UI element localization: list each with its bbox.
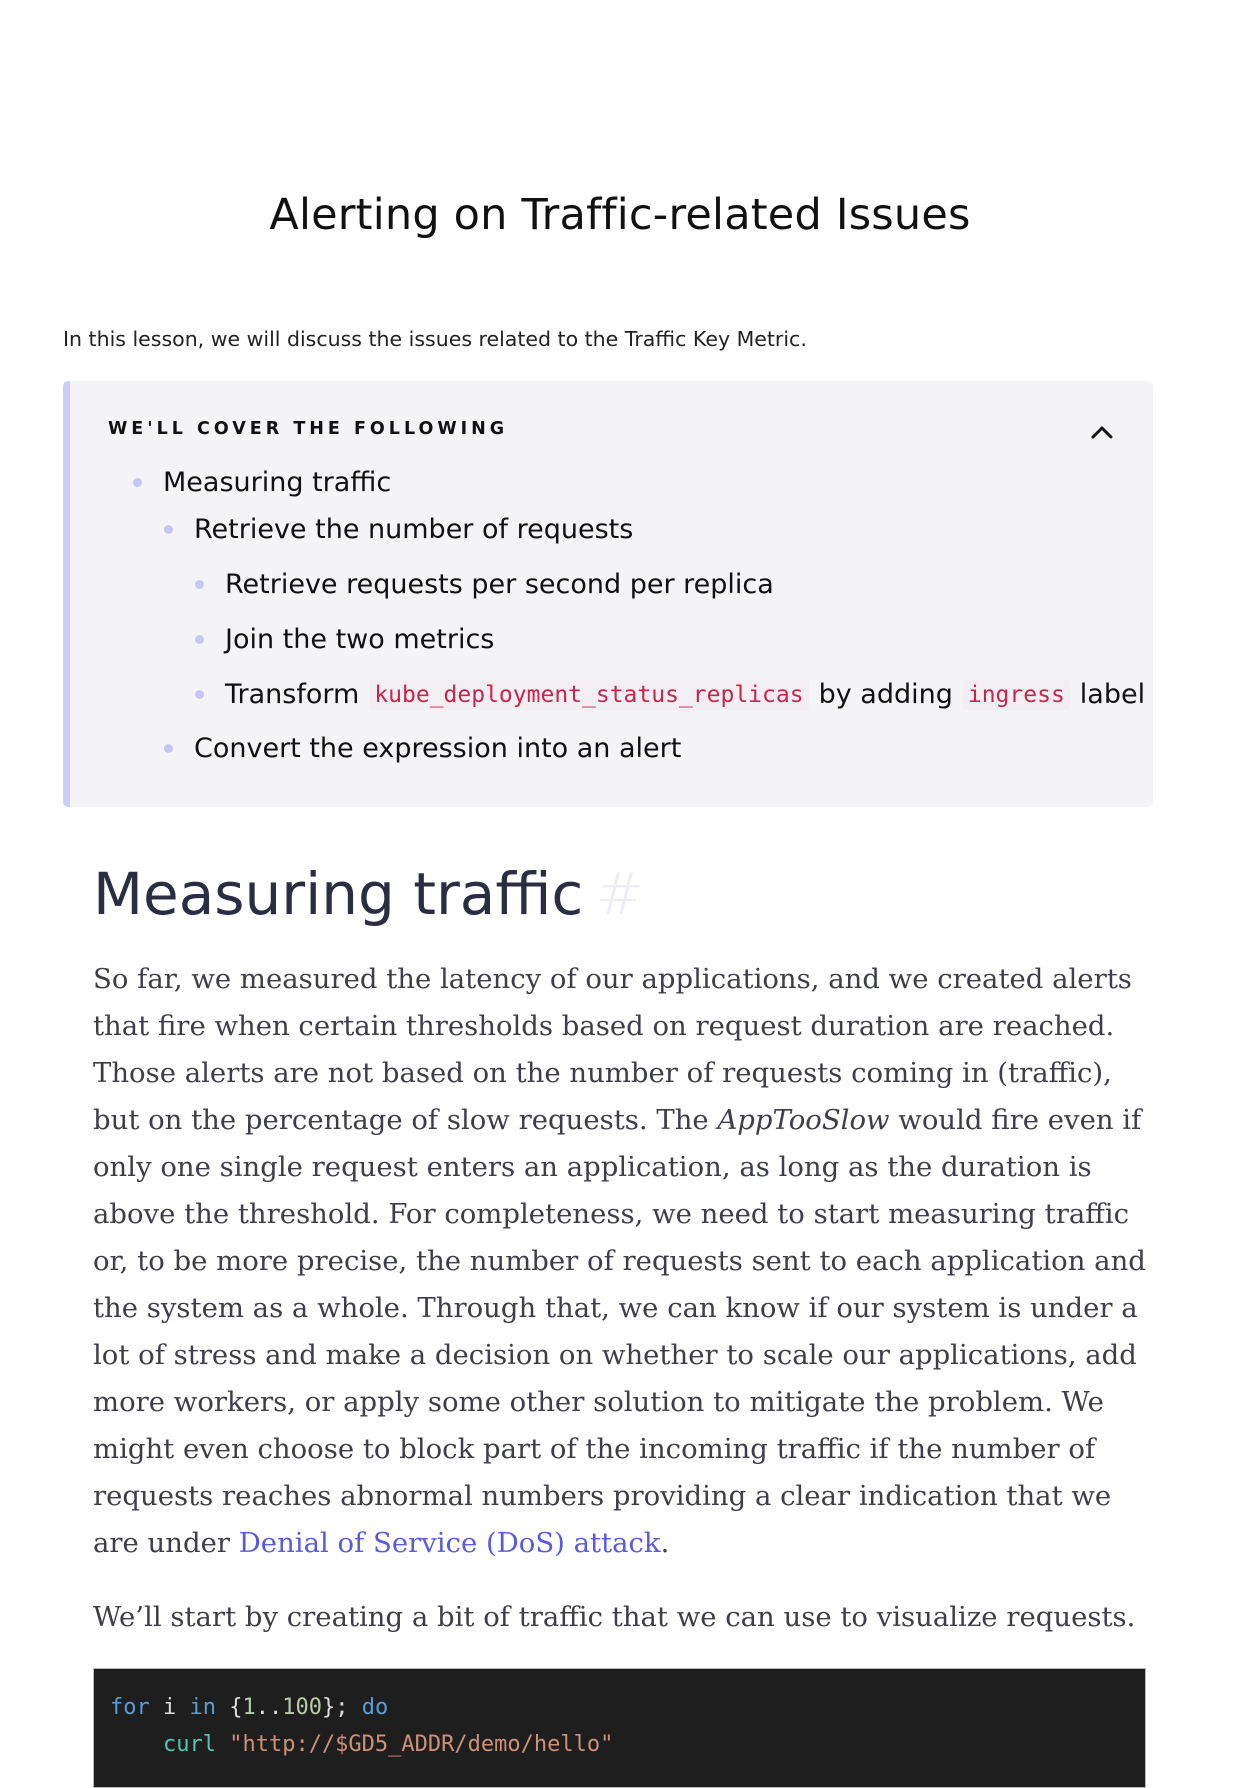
emphasis-text: AppTooSlow bbox=[717, 1104, 890, 1136]
code-number: 1 bbox=[242, 1695, 256, 1720]
toc-item-retrieve-requests[interactable] bbox=[164, 514, 633, 545]
paragraph-text: . bbox=[660, 1527, 670, 1559]
toc-item-label: Measuring traffic bbox=[163, 467, 392, 498]
lesson-intro: In this lesson, we will discuss the issues related to the Traffic Key Metric. bbox=[63, 327, 807, 351]
code-keyword: in bbox=[189, 1695, 216, 1720]
toc-item-label: Transform bbox=[225, 679, 360, 710]
page-title: Alerting on Traffic-related Issues bbox=[269, 190, 971, 240]
toc-item-label: Join the two metrics bbox=[225, 624, 495, 655]
bullet-icon bbox=[133, 478, 142, 487]
chevron-up-icon bbox=[1087, 417, 1117, 447]
toc-item-join-metrics[interactable] bbox=[195, 624, 494, 655]
toc-heading: WE'LL COVER THE FOLLOWING bbox=[108, 419, 509, 439]
toc-item-measuring-traffic[interactable] bbox=[133, 467, 391, 498]
toc-item-requests-per-replica[interactable] bbox=[195, 569, 774, 600]
toc-item-label: label bbox=[1079, 679, 1146, 710]
heading-anchor-link[interactable]: # bbox=[595, 860, 644, 928]
code-text bbox=[110, 1732, 163, 1757]
code-text: }; bbox=[322, 1695, 362, 1720]
paragraph-text: would fire even if only one single request enters an application, as long as the duration is above the threshold. For completeness, we need to start measuring traffic or, to be more precise, the number of requests sent to each application and the system as a whole. Through that, we can know if our system is under a lot of stress and make a decision on whether to scale our applications, add more workers, or apply some other solution to mitigate the problem. We might even choose to block part of the incoming traffic if the number of requests reaches abnormal numbers providing a clear indication that we are under bbox=[93, 1104, 1146, 1559]
toc-item-label: Retrieve the number of requests bbox=[194, 514, 634, 545]
inline-code: ingress bbox=[963, 680, 1070, 710]
body-paragraph bbox=[93, 956, 1148, 1567]
code-text: .. bbox=[255, 1695, 283, 1720]
body-paragraph: We’ll start by creating a bit of traffic that we can use to visualize requests. bbox=[93, 1601, 1136, 1633]
inline-code: kube_deployment_status_replicas bbox=[369, 680, 808, 710]
dos-attack-link[interactable]: Denial of Service (DoS) attack bbox=[238, 1527, 661, 1559]
bullet-icon bbox=[164, 744, 173, 753]
bullet-icon bbox=[164, 525, 173, 534]
paragraph-text: So far, we measured the latency of our applications, and we created alerts that fire when certain thresholds based on request duration are reached. Those alerts are not based on the number of requests coming in (traffic), but on the percentage of slow requests. The bbox=[93, 963, 1132, 1136]
toc-item-label: Retrieve requests per second per replica bbox=[225, 569, 774, 600]
bullet-icon bbox=[195, 580, 204, 589]
code-string: "http://$GD5_ADDR/demo/hello" bbox=[229, 1732, 614, 1757]
toc-item-label: Convert the expression into an alert bbox=[194, 733, 682, 764]
code-text bbox=[216, 1732, 229, 1757]
section-heading-text: Measuring traffic bbox=[93, 860, 584, 928]
code-block[interactable] bbox=[93, 1668, 1146, 1788]
toc-item-convert-alert[interactable] bbox=[164, 733, 681, 764]
code-keyword: do bbox=[361, 1695, 389, 1720]
code-number: 100 bbox=[282, 1695, 322, 1720]
code-keyword: for bbox=[110, 1695, 150, 1720]
toc-collapse-button[interactable] bbox=[1087, 417, 1117, 447]
toc-panel bbox=[63, 381, 1153, 807]
code-command: curl bbox=[162, 1732, 216, 1757]
bullet-icon bbox=[195, 690, 204, 699]
bullet-icon bbox=[195, 635, 204, 644]
toc-item-transform-replicas[interactable] bbox=[195, 679, 1145, 710]
code-text: i bbox=[149, 1695, 190, 1720]
code-text: { bbox=[216, 1695, 243, 1720]
section-heading bbox=[93, 860, 644, 928]
toc-item-label: by adding bbox=[818, 679, 953, 710]
